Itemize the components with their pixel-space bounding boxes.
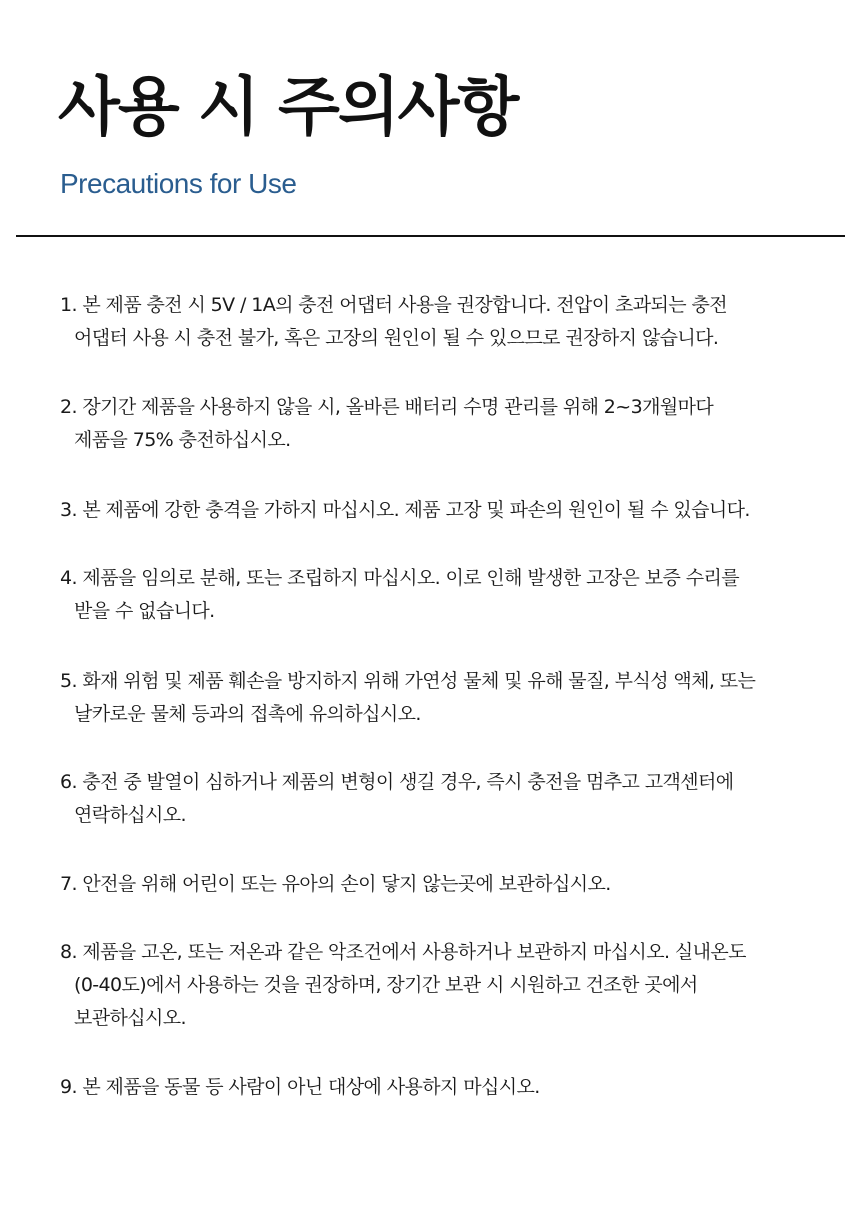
item-line: 연락하십시오. bbox=[74, 804, 186, 826]
page-subtitle: Precautions for Use bbox=[60, 168, 297, 199]
precaution-item-3 bbox=[60, 494, 750, 527]
item-line: 8. 제품을 고온, 또는 저온과 같은 악조건에서 사용하거나 보관하지 마십시오. 실내온도 bbox=[60, 941, 746, 963]
precaution-item-4 bbox=[60, 562, 739, 628]
item-line: 1. 본 제품 충전 시 5V / 1A의 충전 어댑터 사용을 권장합니다. 전압이 초과되는 충전 bbox=[60, 294, 727, 316]
item-line: 3. 본 제품에 강한 충격을 가하지 마십시오. 제품 고장 및 파손의 원인이 될 수 있습니다. bbox=[60, 499, 750, 521]
item-line: 날카로운 물체 등과의 접촉에 유의하십시오. bbox=[74, 703, 421, 725]
page-title: 사용 시 주의사항 bbox=[58, 71, 518, 145]
title-divider bbox=[16, 235, 845, 237]
item-line: 제품을 75% 충전하십시오. bbox=[74, 429, 291, 451]
item-line: 보관하십시오. bbox=[74, 1007, 186, 1029]
item-line: 9. 본 제품을 동물 등 사람이 아닌 대상에 사용하지 마십시오. bbox=[60, 1076, 540, 1098]
item-line: 6. 충전 중 발열이 심하거나 제품의 변형이 생길 경우, 즉시 충전을 멈추고 고객센터에 bbox=[60, 771, 734, 793]
item-line: 어댑터 사용 시 충전 불가, 혹은 고장의 원인이 될 수 있으므로 권장하지 않습니다. bbox=[74, 327, 719, 349]
precaution-item-2 bbox=[60, 391, 713, 457]
precaution-item-6 bbox=[60, 766, 734, 832]
item-line: (0-40도)에서 사용하는 것을 권장하며, 장기간 보관 시 시원하고 건조한 곳에서 bbox=[74, 974, 698, 996]
item-line: 받을 수 없습니다. bbox=[74, 600, 215, 622]
precaution-item-7 bbox=[60, 868, 611, 901]
precaution-item-9 bbox=[60, 1071, 540, 1104]
item-line: 2. 장기간 제품을 사용하지 않을 시, 올바른 배터리 수명 관리를 위해 2~3개월마다 bbox=[60, 396, 714, 418]
precaution-item-1 bbox=[60, 289, 727, 355]
precaution-item-5 bbox=[60, 665, 755, 731]
item-line: 5. 화재 위험 및 제품 훼손을 방지하지 위해 가연성 물체 및 유해 물질, 부식성 액체, 또는 bbox=[60, 670, 756, 692]
precaution-item-8 bbox=[60, 936, 746, 1035]
item-line: 4. 제품을 임의로 분해, 또는 조립하지 마십시오. 이로 인해 발생한 고장은 보증 수리를 bbox=[60, 567, 739, 589]
item-line: 7. 안전을 위해 어린이 또는 유아의 손이 닿지 않는곳에 보관하십시오. bbox=[60, 873, 611, 895]
